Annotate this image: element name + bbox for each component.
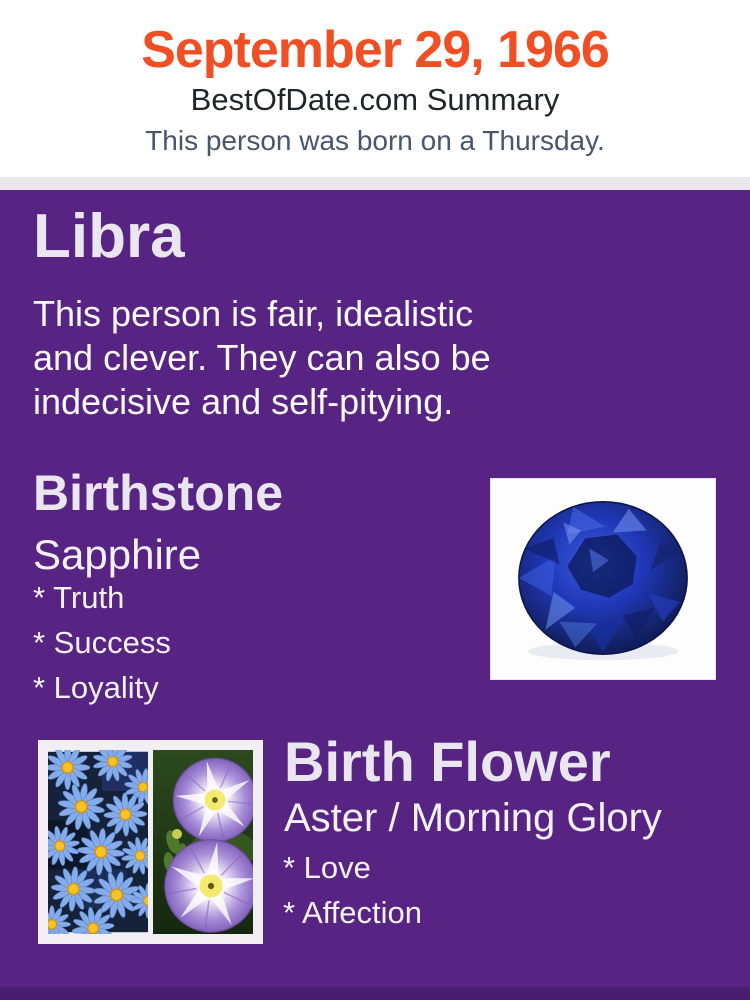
morning-glory-image — [153, 750, 253, 934]
zodiac-description-line: This person is fair, idealistic — [33, 293, 474, 334]
zodiac-description — [33, 292, 491, 424]
zodiac-description-line: and clever. They can also be — [33, 337, 491, 378]
birthstone-trait: * Loyality — [33, 670, 159, 705]
birthstone-name: Sapphire — [33, 531, 202, 578]
header-divider — [0, 177, 750, 190]
birth-flower-section-title: Birth Flower — [284, 730, 611, 793]
birthstone-trait: * Success — [33, 625, 171, 660]
birthstone-section-title: Birthstone — [33, 465, 283, 521]
birthstone-trait-list — [33, 582, 171, 703]
sapphire-gem-image — [491, 479, 715, 679]
main-purple-panel — [0, 190, 750, 1000]
born-day-line: This person was born on a Thursday. — [145, 125, 605, 157]
site-summary-subtitle: BestOfDate.com Summary — [190, 82, 560, 118]
birth-flower-trait: * Love — [283, 850, 371, 885]
zodiac-description-line: indecisive and self-pitying. — [33, 381, 454, 422]
zodiac-sign-title: Libra — [33, 202, 185, 271]
aster-flowers-image — [48, 750, 148, 934]
sapphire-image-card — [490, 478, 716, 680]
header — [0, 0, 750, 177]
birth-flower-trait: * Affection — [283, 895, 423, 930]
page-title-date: September 29, 1966 — [141, 21, 609, 79]
birth-flower-trait-list — [283, 852, 422, 928]
birth-flower-image-card — [38, 740, 263, 944]
footer-accent-strip — [0, 987, 750, 1000]
birthstone-trait: * Truth — [33, 580, 125, 615]
birth-flower-name: Aster / Morning Glory — [284, 796, 662, 840]
